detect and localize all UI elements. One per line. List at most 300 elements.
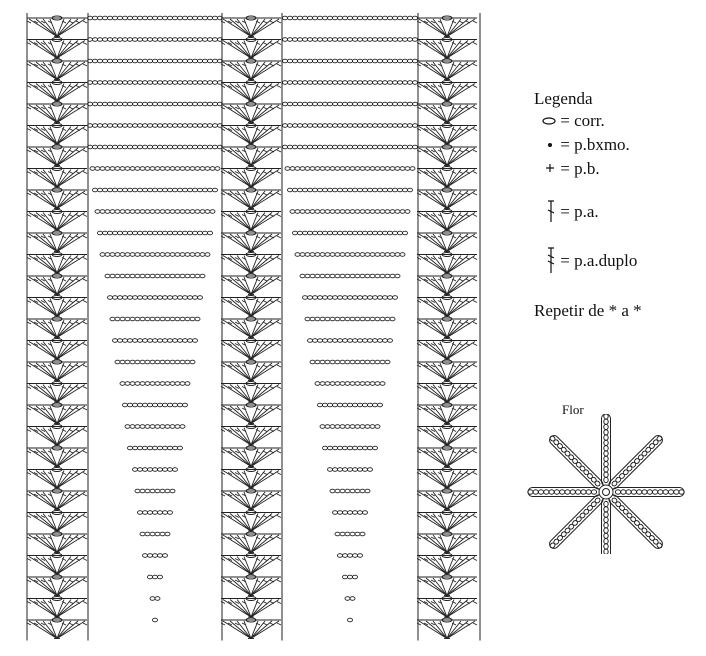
fan-dc-tick [277,408,281,410]
fan-stitch-group [27,59,87,80]
chain-oval [148,59,153,63]
chain-oval [360,274,365,278]
chain-oval [160,210,165,214]
petal-chain-oval [642,490,647,494]
chain-oval [335,274,340,278]
fan-dc-tick [459,408,463,410]
fan-dc-tick [459,193,463,195]
chain-oval [303,38,308,42]
chain-oval [413,59,418,63]
fan-dc-tick [459,537,463,539]
fan-dc-tick [473,344,477,346]
chain-oval [408,59,413,63]
chain-oval [140,360,145,364]
chain-oval [148,575,153,579]
chain-oval [298,59,303,63]
chain-row [93,188,218,192]
chain-oval [378,145,383,149]
fan-dc-tick [263,279,267,281]
chain-oval [373,145,378,149]
petal-chain-oval [579,512,586,519]
petal-chain-oval [570,490,575,494]
chain-oval [365,167,370,171]
chain-oval [325,167,330,171]
fan-dc-tick [459,107,463,109]
chain-oval [183,59,188,63]
chain-row [338,554,363,558]
chain-oval [393,81,398,85]
chain-oval [350,253,355,257]
chain-oval [283,145,288,149]
fan-stitch-group [417,425,477,446]
chain-oval [205,210,210,214]
fan-dc-tick [69,602,73,604]
chain-oval [103,145,108,149]
chain-oval [335,360,340,364]
chain-oval [183,403,188,407]
fan-dc-tick [27,516,31,518]
chain-oval [330,210,335,214]
chain-oval [155,532,160,536]
chain-oval [333,38,338,42]
chain-oval [303,231,308,235]
chain-oval [153,188,158,192]
petal-chain-oval [652,538,659,545]
chain-oval [170,360,175,364]
fan-dc-tick [83,107,87,109]
chain-oval [375,253,380,257]
chain-oval [298,231,303,235]
chain-oval [328,16,333,20]
chain-row [348,618,353,622]
chain-oval [138,231,143,235]
chain-oval [105,253,110,257]
chain-row [310,360,390,364]
chain-oval [308,145,313,149]
fan-stitch-group [221,468,281,489]
chain-oval [168,102,173,106]
chain-oval [128,145,133,149]
chain-oval [363,16,368,20]
chain-oval [143,339,148,343]
chain-oval [120,317,125,321]
fan-stitch-group [27,382,87,403]
chain-oval [188,145,193,149]
chain-oval [328,446,333,450]
chain-oval [370,425,375,429]
chain-oval [125,425,130,429]
chain-oval [158,511,163,515]
chain-oval [323,81,328,85]
chain-oval [328,124,333,128]
chain-oval [385,210,390,214]
petal-chain-oval [572,458,579,465]
fan-dc-tick [83,86,87,88]
petal-chain-oval [641,450,648,457]
chain-oval [158,446,163,450]
fan-dc-tick [27,494,31,496]
chain-oval [138,145,143,149]
chain-oval [173,446,178,450]
fan-dc-tick [83,365,87,367]
chain-oval [130,425,135,429]
fan-dc-tick [473,408,477,410]
chain-oval [340,425,345,429]
chain-oval [370,382,375,386]
chain-oval [330,317,335,321]
chain-oval [348,554,353,558]
chain-oval [388,102,393,106]
chain-oval [158,81,163,85]
legend-item-tr [538,246,637,274]
chain-oval [363,468,368,472]
chain-oval [113,339,118,343]
fan-dc-tick [473,236,477,238]
chain-oval [155,317,160,321]
fan-dc-tick [263,580,267,582]
chain-oval [198,38,203,42]
chain-row [330,489,370,493]
chain-oval [183,339,188,343]
legend-label-chain: = corr. [560,111,605,130]
chain-oval [360,167,365,171]
petal-chain-oval [575,461,582,468]
chain-oval [153,339,158,343]
fan-stitch-group [417,167,477,188]
chain-oval [378,124,383,128]
petal-chain-oval [634,458,641,465]
chain-oval [165,425,170,429]
chain-oval [108,231,113,235]
fan-dc-tick [459,301,463,303]
chain-oval [120,253,125,257]
chain-oval [365,489,370,493]
chain-oval [160,532,165,536]
petal-chain-oval [637,490,642,494]
chain-oval [350,360,355,364]
petal-chain-oval [604,528,608,533]
chain-oval [108,16,113,20]
fan-dc-tick [83,150,87,152]
chain-oval [135,360,140,364]
chain-oval [98,38,103,42]
chain-oval [390,253,395,257]
fan-dc-tick [459,580,463,582]
petal-chain-oval [619,505,626,512]
fan-dc-tick [473,494,477,496]
chain-oval [115,274,120,278]
fan-dc-tick [277,537,281,539]
chain-oval [303,59,308,63]
chain-oval [128,296,133,300]
chain-oval [150,597,155,601]
chain-oval [113,188,118,192]
chain-oval [398,188,403,192]
legend-label-dc: = p.a. [560,202,599,221]
chain-row [125,425,185,429]
chain-oval [388,81,393,85]
chain-oval [153,511,158,515]
chain-oval [313,16,318,20]
fan-dc-tick [277,623,281,625]
petal-chain-oval [538,490,543,494]
chain-oval [158,403,163,407]
chain-oval [338,145,343,149]
chain-oval [300,210,305,214]
chain-oval [103,231,108,235]
chain-oval [358,403,363,407]
chain-oval [118,296,123,300]
chain-oval [365,360,370,364]
chain-oval [330,167,335,171]
chain-oval [310,210,315,214]
fan-dc-tick [277,473,281,475]
fan-dc-tick [83,21,87,23]
chain-oval [118,339,123,343]
fan-dc-tick [263,473,267,475]
fan-dc-tick [473,580,477,582]
chain-oval [355,382,360,386]
chain-oval [408,38,413,42]
chain-oval [213,38,218,42]
chain-oval [293,38,298,42]
chain-oval [333,145,338,149]
fan-stitch-group [27,618,87,639]
chain-oval [188,102,193,106]
chain-oval [93,102,98,106]
chain-oval [175,360,180,364]
chain-oval [348,59,353,63]
chain-oval [110,167,115,171]
chain-oval [315,167,320,171]
chain-oval [208,188,213,192]
petal-chain-oval [591,490,596,494]
chain-oval [110,253,115,257]
chain-oval [103,102,108,106]
chain-oval [328,102,333,106]
fan-dc-tick [263,86,267,88]
chain-oval [343,575,348,579]
fan-stitch-group [27,403,87,424]
fan-dc-tick [27,344,31,346]
chain-oval [168,81,173,85]
fan-stitch-group [417,317,477,338]
chain-oval [375,425,380,429]
chain-oval [178,81,183,85]
chain-oval [293,188,298,192]
chain-oval [355,317,360,321]
chain-oval [378,16,383,20]
chain-oval [198,16,203,20]
chain-oval [345,274,350,278]
petal-chain-oval [560,531,567,538]
chain-oval [208,81,213,85]
petal-chain-oval [604,414,608,419]
chain-oval [148,554,153,558]
chain-oval [403,81,408,85]
chain-oval [318,188,323,192]
petal-chain-oval [652,439,659,446]
fan-dc-tick [459,430,463,432]
chain-oval [188,296,193,300]
fan-stitch-group [417,188,477,209]
fan-dc-tick [263,150,267,152]
chain-oval [175,210,180,214]
chain-oval [323,403,328,407]
chain-oval [368,188,373,192]
chain-row [283,59,418,63]
petal-chain-oval [587,505,594,512]
chain-oval [143,102,148,106]
chain-oval [128,16,133,20]
petal-chain-oval [630,461,637,468]
chain-oval [348,102,353,106]
fan-dc-tick [263,258,267,260]
repeat-note: Repetir de * a * [534,301,642,320]
chain-oval [213,145,218,149]
chain-oval [180,167,185,171]
chain-oval [380,253,385,257]
fan-dc-tick [27,559,31,561]
chain-oval [175,253,180,257]
fan-dc-tick [83,451,87,453]
chain-oval [153,231,158,235]
chain-oval [143,188,148,192]
chain-oval [353,102,358,106]
fan-stitch-group [221,511,281,532]
chain-oval [325,382,330,386]
chain-oval [155,425,160,429]
chain-oval [348,296,353,300]
petal-chain-oval [604,549,608,554]
chain-oval [200,210,205,214]
chain-oval [165,382,170,386]
chain-oval [368,446,373,450]
fan-dc-tick [459,64,463,66]
chain-oval [178,296,183,300]
chain-oval [138,102,143,106]
fan-dc-tick [459,494,463,496]
chain-oval [363,339,368,343]
chain-oval [98,16,103,20]
chain-oval [148,16,153,20]
chain-oval [340,532,345,536]
petal-chain-oval [611,480,618,487]
petal-chain-oval [649,443,656,450]
petal-chain-oval [615,490,620,494]
chain-oval [365,317,370,321]
chain-oval [343,59,348,63]
chain-oval [118,102,123,106]
chain-oval [165,253,170,257]
chain-oval [168,446,173,450]
chain-oval [105,210,110,214]
chain-row [108,296,203,300]
chain-oval [175,317,180,321]
chain-oval [338,102,343,106]
chain-oval [120,210,125,214]
fan-dc-tick [473,64,477,66]
fan-stitch-group [27,446,87,467]
chain-oval [298,145,303,149]
chain-oval [335,253,340,257]
chain-oval [353,81,358,85]
chain-oval [353,446,358,450]
fan-dc-tick [263,301,267,303]
fan-dc-tick [83,279,87,281]
fan-dc-tick [27,322,31,324]
chain-oval [335,167,340,171]
chain-oval [393,102,398,106]
chain-oval [358,554,363,558]
chain-oval [350,317,355,321]
fan-dc-tick [83,408,87,410]
chain-row [88,38,223,42]
chain-oval [393,16,398,20]
fan-dc-tick [27,387,31,389]
chain-oval [323,296,328,300]
fan-dc-tick [459,559,463,561]
chain-oval [160,253,165,257]
chain-oval [145,425,150,429]
fan-dc-tick [277,107,281,109]
chain-row [318,403,383,407]
chain-oval [385,253,390,257]
fan-stitch-group [27,124,87,145]
chain-oval [298,16,303,20]
fan-dc-tick [277,279,281,281]
chain-oval [158,16,163,20]
chain-oval [135,210,140,214]
chain-oval [100,210,105,214]
chain-oval [128,38,133,42]
chain-oval [383,296,388,300]
chain-oval [353,511,358,515]
chain-oval [358,81,363,85]
chain-oval [208,231,213,235]
chain-oval [123,188,128,192]
fan-stitch-group [27,167,87,188]
chain-oval [343,296,348,300]
chain-oval [388,124,393,128]
fan-dc-tick [83,516,87,518]
fan-dc-tick [83,258,87,260]
petal-chain-oval [619,473,626,480]
fan-dc-tick [27,193,31,195]
chain-oval [170,210,175,214]
chain-oval [143,38,148,42]
chain-row [148,575,163,579]
fan-dc-tick [263,430,267,432]
chain-oval [298,102,303,106]
chain-oval [403,188,408,192]
petal-chain-oval [656,435,663,442]
fan-dc-tick [69,279,73,281]
chain-oval [165,274,170,278]
chain-oval [385,167,390,171]
fan-stitch-group [27,532,87,553]
fan-dc-tick [277,322,281,324]
petal-outline [607,434,664,491]
petal-chain-oval [604,424,608,429]
fan-dc-tick [69,408,73,410]
chain-oval [333,102,338,106]
petal-chain-oval [604,451,608,456]
fan-dc-tick [27,86,31,88]
fan-dc-tick [69,516,73,518]
chain-oval [160,274,165,278]
chain-oval [333,231,338,235]
